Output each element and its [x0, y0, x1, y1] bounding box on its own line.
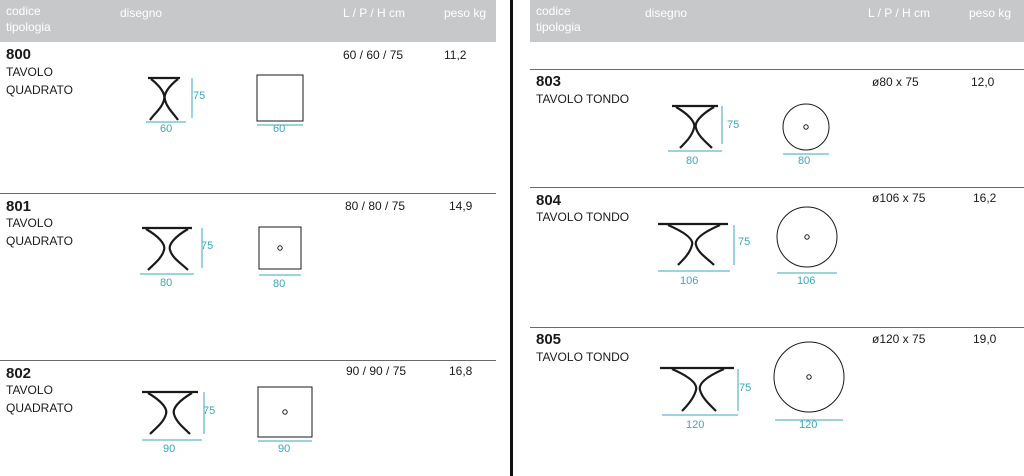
- side-height-label: 75: [727, 119, 740, 131]
- header-dims: L / P / H cm: [868, 6, 931, 20]
- side-width-label: 90: [163, 443, 176, 455]
- top-width-label: 60: [273, 123, 286, 135]
- product-weight: 11,2: [444, 48, 467, 62]
- product-row: [0, 42, 496, 193]
- product-weight: 16,8: [449, 364, 473, 378]
- product-weight: 14,9: [449, 199, 473, 213]
- product-row: [530, 187, 1024, 327]
- row-separator: [0, 193, 496, 194]
- side-height-label: 75: [738, 236, 751, 248]
- product-weight: 16,2: [973, 191, 997, 205]
- product-code: 803: [536, 73, 562, 90]
- product-row: [0, 360, 496, 476]
- product-name: TAVOLO QUADRATO: [6, 383, 73, 415]
- panel-divider: [510, 0, 513, 476]
- side-width-label: 120: [686, 419, 705, 431]
- product-row: [0, 193, 496, 360]
- header-drawing: disegno: [645, 6, 688, 20]
- product-dims: 80 / 80 / 75: [345, 199, 406, 213]
- product-name: TAVOLO TONDO: [536, 92, 630, 106]
- top-width-label: 80: [798, 155, 811, 167]
- product-code: 804: [536, 192, 562, 209]
- side-view-drawing: [140, 76, 200, 126]
- table-header: [0, 0, 496, 42]
- top-width-label: 120: [799, 419, 818, 431]
- product-dims: ø120 x 75: [872, 332, 926, 346]
- product-dims: ø80 x 75: [872, 75, 919, 89]
- top-view-drawing: [776, 207, 840, 275]
- side-height-label: 75: [739, 382, 752, 394]
- top-width-label: 90: [278, 443, 291, 455]
- product-code: 802: [6, 365, 32, 382]
- side-width-label: 80: [686, 155, 699, 167]
- product-row: [530, 327, 1024, 476]
- product-dims: ø106 x 75: [872, 191, 926, 205]
- top-view-drawing: [782, 103, 834, 157]
- header-drawing: disegno: [120, 6, 163, 20]
- product-name: TAVOLO TONDO: [536, 350, 630, 364]
- header-code: codice tipologia: [6, 4, 51, 34]
- product-row: [530, 69, 1024, 187]
- row-separator: [0, 360, 496, 361]
- top-view-drawing: [774, 341, 846, 423]
- side-height-label: 75: [201, 240, 214, 252]
- header-dims: L / P / H cm: [343, 6, 406, 20]
- product-code: 801: [6, 198, 32, 215]
- row-separator: [530, 69, 1024, 70]
- side-height-label: 75: [203, 405, 216, 417]
- header-code: codice tipologia: [536, 4, 581, 34]
- product-dims: 90 / 90 / 75: [346, 364, 407, 378]
- product-weight: 19,0: [973, 332, 997, 346]
- product-name: TAVOLO TONDO: [536, 210, 630, 224]
- row-separator: [530, 327, 1024, 328]
- product-name: TAVOLO QUADRATO: [6, 216, 73, 248]
- row-separator: [530, 187, 1024, 188]
- header-weight: peso kg: [444, 6, 487, 20]
- side-width-label: 80: [160, 277, 173, 289]
- side-height-label: 75: [193, 90, 206, 102]
- top-width-label: 106: [797, 275, 816, 287]
- top-view-drawing: [256, 74, 306, 128]
- product-name: TAVOLO QUADRATO: [6, 65, 73, 97]
- product-dims: 60 / 60 / 75: [343, 48, 404, 62]
- product-weight: 12,0: [971, 75, 995, 89]
- product-code: 800: [6, 46, 32, 63]
- top-view-drawing: [258, 226, 304, 278]
- right-panel: [530, 0, 1024, 476]
- top-view-drawing: [257, 386, 315, 442]
- product-code: 805: [536, 331, 562, 348]
- side-width-label: 60: [160, 123, 173, 135]
- side-width-label: 106: [680, 275, 699, 287]
- table-header: [530, 0, 1024, 42]
- left-panel: [0, 0, 496, 476]
- header-weight: peso kg: [969, 6, 1012, 20]
- top-width-label: 80: [273, 278, 286, 290]
